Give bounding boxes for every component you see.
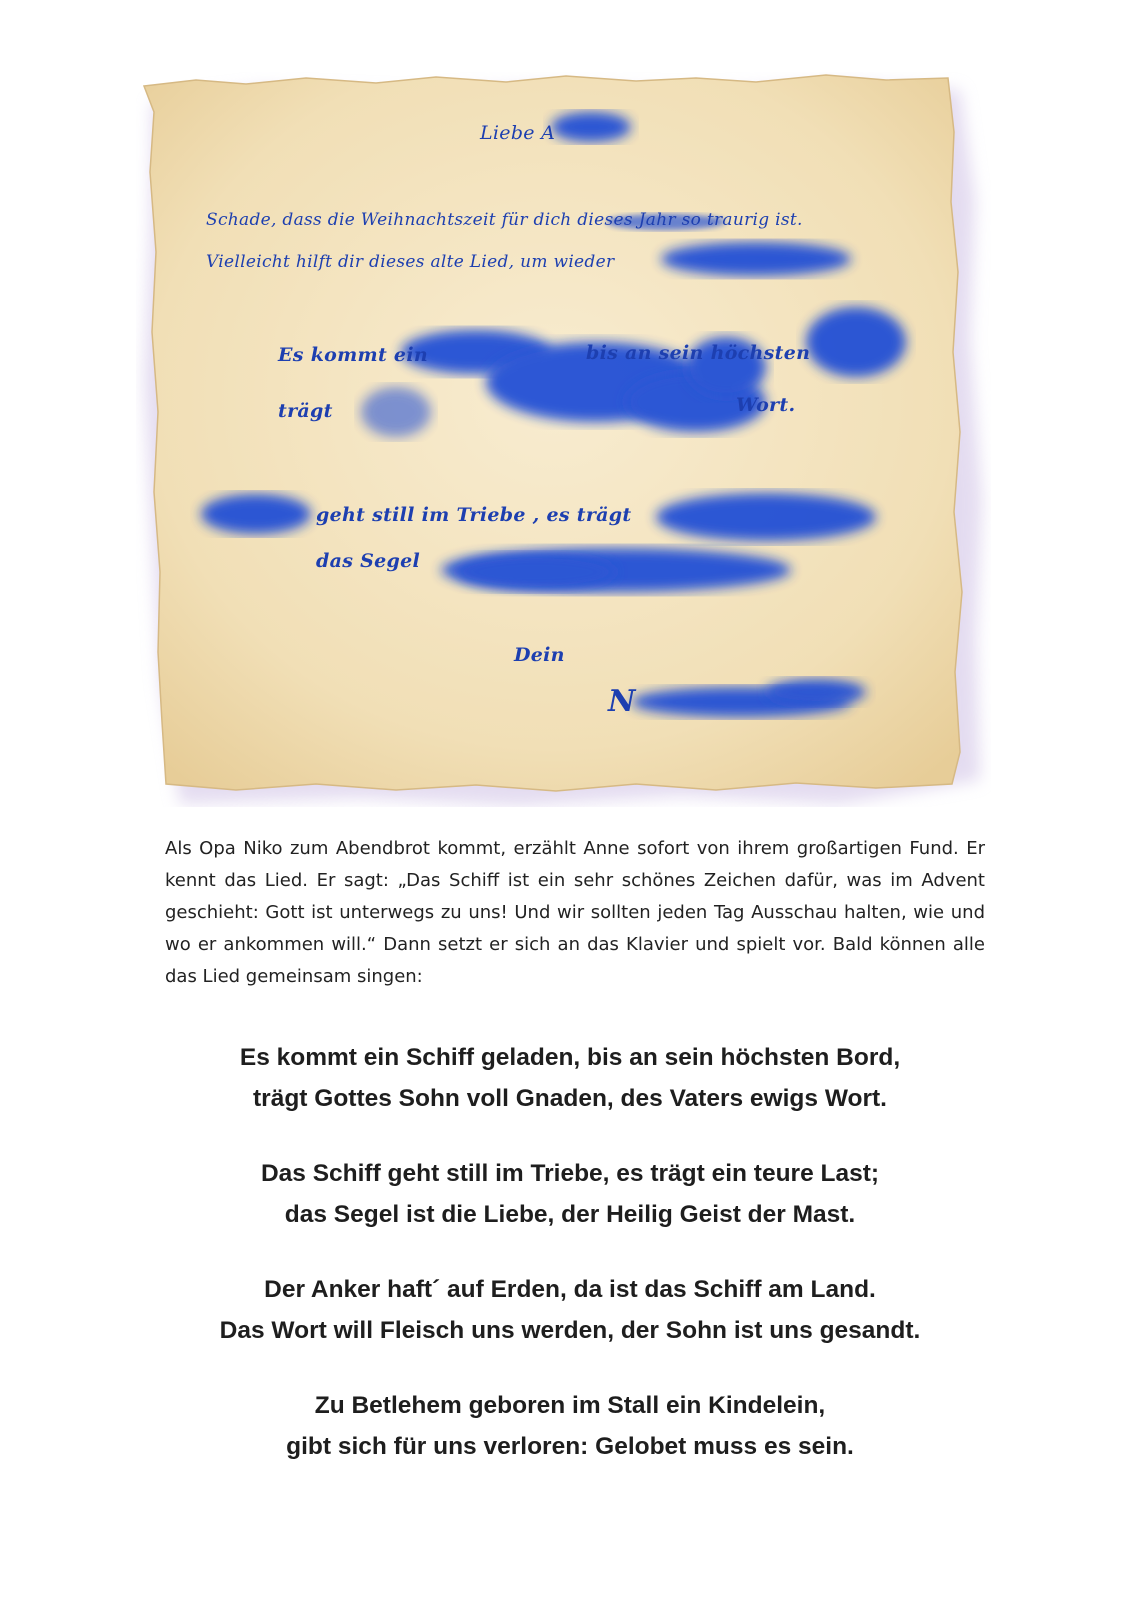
letter-verse-1b-start: trägt xyxy=(278,400,333,422)
letter-line-2: Vielleicht hilft dir dieses alte Lied, um wieder xyxy=(206,252,615,272)
letter-signature: N xyxy=(608,684,636,719)
letter-salutation: Liebe A xyxy=(480,122,556,144)
stanza-line: gibt sich für uns verloren: Gelobet muss es sein. xyxy=(286,1433,854,1460)
stanza-line: trägt Gottes Sohn voll Gnaden, des Vaters ewigs Wort. xyxy=(253,1085,887,1112)
stanza-3 xyxy=(0,1269,1140,1351)
letter-closing: Dein xyxy=(514,644,565,666)
stanza-line: Es kommt ein Schiff geladen, bis an sein höchsten Bord, xyxy=(239,1044,901,1071)
stanza-line: Das Schiff geht still im Triebe, es trägt ein teure Last; xyxy=(260,1160,880,1187)
letter-verse-1a-end: bis an sein höchsten xyxy=(586,342,811,364)
paper-background xyxy=(136,72,991,807)
letter-verse-2b-start: das Segel xyxy=(316,550,421,572)
stanza-line: Zu Betlehem geboren im Stall ein Kindelein, xyxy=(314,1392,826,1419)
letter-line-1: Schade, dass die Weihnachtszeit für dich dieses Jahr so traurig ist. xyxy=(206,210,803,230)
letter-verse-1a-start: Es kommt ein xyxy=(278,344,428,366)
stanza-2 xyxy=(0,1153,1140,1235)
stanza-line: das Segel ist die Liebe, der Heilig Geist der Mast. xyxy=(284,1201,856,1228)
stanza-4 xyxy=(0,1385,1140,1467)
stanza-line: Das Wort will Fleisch uns werden, der Sohn ist uns gesandt. xyxy=(219,1317,921,1344)
narrative-paragraph: Als Opa Niko zum Abendbrot kommt, erzählt Anne sofort von ihrem großartigen Fund. Er kennt das Lied. Er sagt: „Das Schiff ist ein sehr schönes Zeichen dafür, was im Advent geschieht: Gott ist unterwegs zu uns! Und wir sollten jeden Tag Ausschau halten, wie und wo er ankommen will.“ Dann setzt er sich an das Klavier und spielt vor. Bald können alle das Lied gemeinsam singen: xyxy=(165,838,985,987)
letter-verse-2a-mid: geht still im Triebe , es trägt xyxy=(316,504,632,526)
stanza-line: Der Anker haft´ auf Erden, da ist das Schiff am Land. xyxy=(264,1276,876,1303)
stanza-1 xyxy=(0,1037,1140,1119)
letter-verse-1b-end: Wort. xyxy=(736,394,796,416)
song-lyrics xyxy=(0,1037,1140,1501)
old-letter xyxy=(136,72,991,807)
